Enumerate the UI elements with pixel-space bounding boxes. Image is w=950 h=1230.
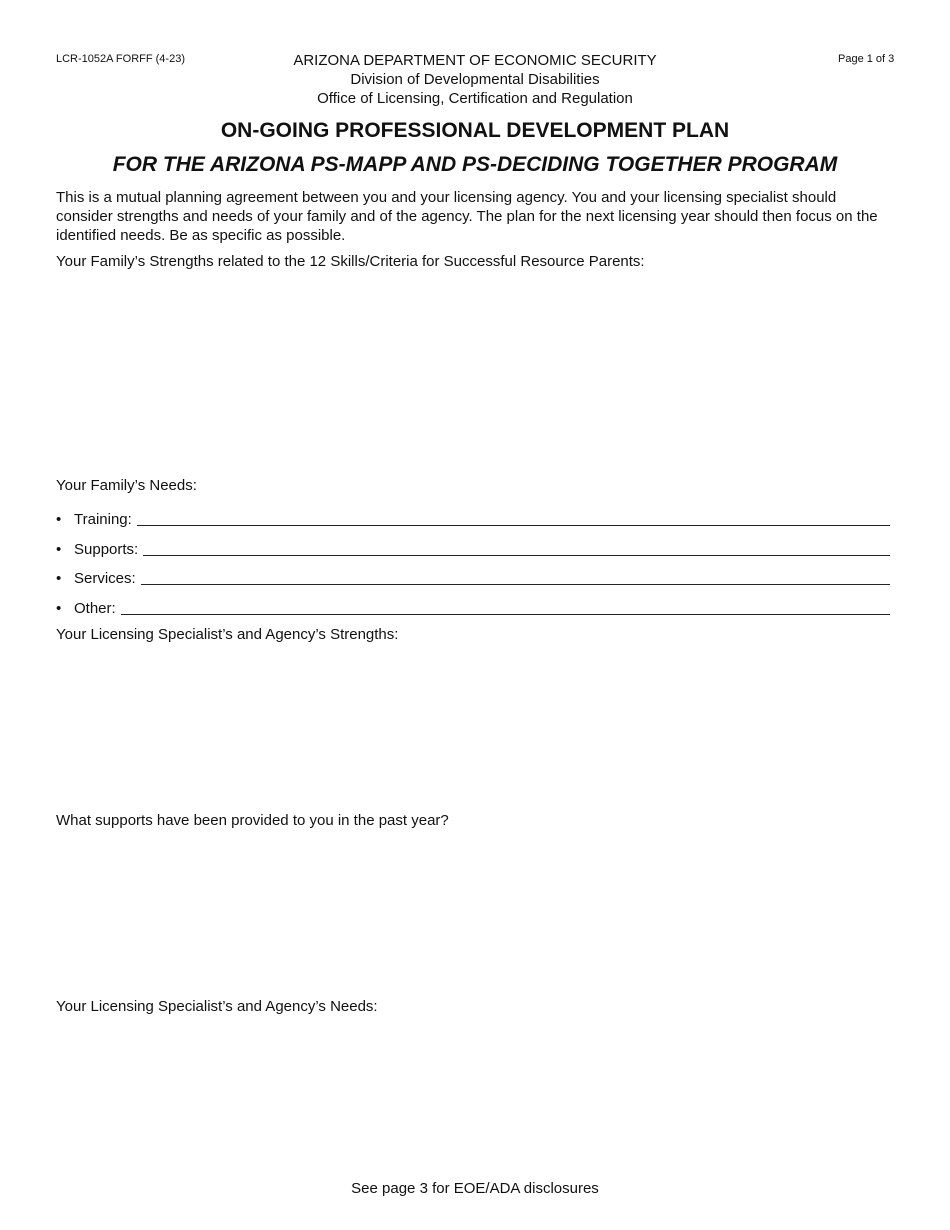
footer-disclosure: See page 3 for EOE/ADA disclosures: [351, 1180, 599, 1197]
division-name: Division of Developmental Disabilities: [350, 71, 600, 88]
bullet-icon: •: [56, 570, 62, 587]
bullet-icon: •: [56, 511, 62, 528]
training-field[interactable]: [137, 511, 890, 526]
family-strengths-label: Your Family’s Strengths related to the 12 Skills/Criteria for Successful Resource Parents:: [56, 253, 645, 270]
supports-field[interactable]: [143, 541, 890, 556]
needs-item-label: Training:: [74, 511, 132, 528]
family-needs-label: Your Family’s Needs:: [56, 477, 197, 494]
supports-provided-label: What supports have been provided to you in the past year?: [56, 812, 449, 829]
needs-item-label: Other:: [74, 600, 116, 617]
needs-item-label: Services:: [74, 570, 136, 587]
agency-strengths-label: Your Licensing Specialist’s and Agency’s Strengths:: [56, 626, 399, 643]
other-field[interactable]: [121, 600, 890, 615]
services-field[interactable]: [141, 570, 890, 585]
needs-item-supports: [56, 536, 890, 558]
needs-item-label: Supports:: [74, 541, 139, 558]
page-number: Page 1 of 3: [838, 53, 895, 65]
page-title: ON-GOING PROFESSIONAL DEVELOPMENT PLAN: [220, 119, 730, 142]
needs-item-other: [56, 595, 890, 617]
form-id: LCR-1052A FORFF (4-23): [56, 53, 185, 65]
bullet-icon: •: [56, 600, 62, 617]
needs-item-services: [56, 565, 890, 587]
needs-item-training: [56, 506, 890, 528]
office-name: Office of Licensing, Certification and Regulation: [317, 90, 633, 107]
agency-needs-label: Your Licensing Specialist’s and Agency’s Needs:: [56, 998, 378, 1015]
intro-paragraph: This is a mutual planning agreement between you and your licensing agency. You and your licensing specialist should consider strengths and needs of your family and of the agency. The plan for the next licensing year should then focus on the identified needs. Be as specific as possible.: [56, 189, 878, 244]
agency-name: ARIZONA DEPARTMENT OF ECONOMIC SECURITY: [293, 52, 657, 69]
page-subtitle: FOR THE ARIZONA PS-MAPP AND PS-DECIDING TOGETHER PROGRAM: [112, 153, 838, 176]
bullet-icon: •: [56, 541, 62, 558]
